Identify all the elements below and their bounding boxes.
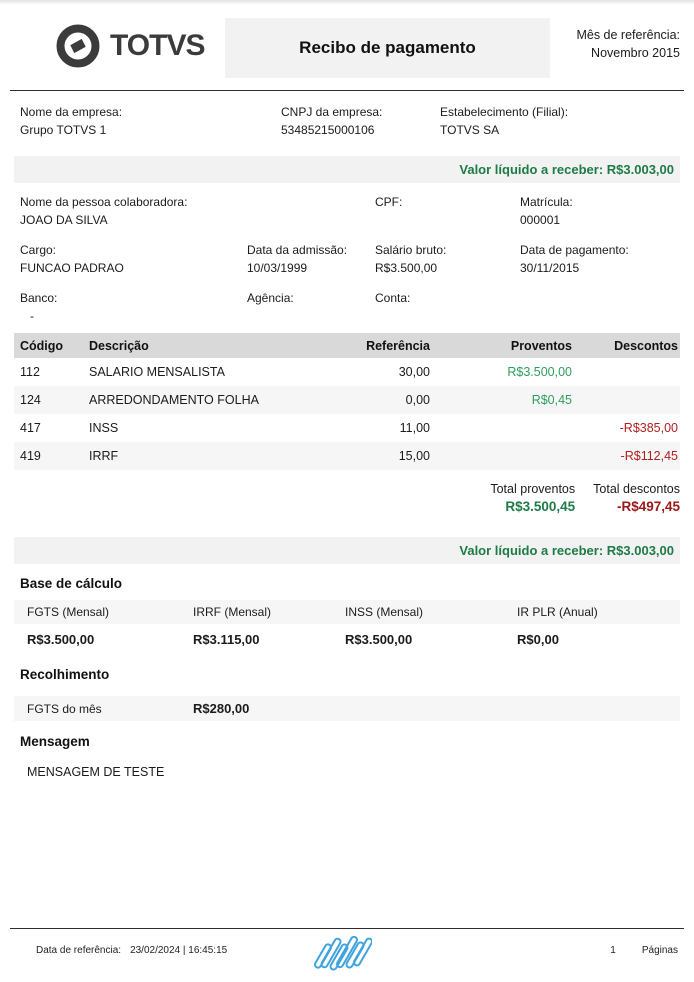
employee-bank-row — [0, 289, 694, 325]
footer-pages-label: Páginas — [641, 945, 678, 956]
receipt-title-box — [225, 18, 550, 78]
company-branch-label: Estabelecimento (Filial): — [440, 105, 569, 119]
total-deductions-label: Total descontos — [593, 482, 680, 496]
row-description: ARREDONDAMENTO FOLHA — [89, 393, 259, 407]
row-description: SALARIO MENSALISTA — [89, 365, 225, 379]
page-title: Recibo de pagamento — [299, 38, 476, 57]
calc-base-label: IRRF (Mensal) — [193, 605, 272, 619]
header-divider — [10, 90, 684, 91]
collection-row — [14, 696, 680, 721]
row-description: IRRF — [89, 449, 119, 463]
employee-registration-cell — [520, 193, 674, 229]
company-cnpj-cell — [281, 103, 440, 139]
row-reference: 15,00 — [398, 449, 430, 463]
company-branch-cell — [440, 103, 674, 139]
total-earnings-value: R$3.500,45 — [505, 499, 576, 514]
net-value-bar-top — [14, 156, 680, 183]
net-value-text: Valor líquido a receber: R$3.003,00 — [459, 162, 674, 177]
col-header-deductions: Descontos — [614, 338, 678, 353]
employee-name-label: Nome da pessoa colaboradora: — [20, 195, 188, 209]
company-name-cell — [20, 103, 281, 139]
calc-base-label: FGTS (Mensal) — [27, 605, 110, 619]
employee-gross-salary-value: R$3.500,00 — [375, 261, 438, 275]
calc-base-label: IR PLR (Anual) — [517, 605, 598, 619]
employee-identity-row — [0, 193, 694, 229]
totvs-slashes-icon — [314, 931, 372, 982]
employee-role-cell — [20, 241, 247, 277]
calc-base-values — [14, 632, 680, 647]
receipt-header — [0, 5, 694, 90]
net-value-text: Valor líquido a receber: R$3.003,00 — [459, 543, 674, 558]
row-code: 124 — [20, 393, 41, 407]
col-header-description: Descrição — [89, 338, 149, 353]
employee-gross-salary-label: Salário bruto: — [375, 243, 447, 257]
employee-bank-cell — [20, 289, 247, 325]
employee-agency-label: Agência: — [247, 291, 294, 305]
footer-reference-date — [36, 945, 227, 956]
calc-base-value: R$0,00 — [517, 632, 559, 647]
employee-admission-cell — [247, 241, 375, 277]
employee-gross-salary-cell — [375, 241, 520, 277]
totvs-logo — [55, 23, 204, 69]
footer-pagination — [610, 945, 678, 956]
footer-date-value: 23/02/2024 | 16:45:15 — [130, 945, 228, 956]
row-earnings: R$3.500,00 — [507, 365, 572, 379]
row-code: 417 — [20, 421, 41, 435]
row-reference: 11,00 — [399, 421, 430, 435]
total-deductions — [593, 480, 680, 516]
row-reference: 30,00 — [398, 365, 430, 379]
company-info — [0, 103, 694, 139]
reference-month-value: Novembro 2015 — [591, 46, 680, 60]
employee-name-value: JOAO DA SILVA — [20, 213, 108, 227]
employee-role-label: Cargo: — [20, 243, 57, 257]
calc-base-title: Base de cálculo — [20, 576, 123, 591]
employee-role-value: FUNCAO PADRAO — [20, 261, 124, 275]
employee-job-row — [0, 241, 694, 277]
table-row — [14, 386, 680, 414]
row-deductions: -R$385,00 — [619, 421, 678, 435]
row-deductions: -R$112,45 — [620, 449, 678, 463]
row-earnings: R$0,45 — [531, 393, 572, 407]
calc-base-value: R$3.500,00 — [27, 632, 95, 647]
row-code: 112 — [20, 365, 40, 379]
employee-cpf-cell — [375, 193, 520, 229]
total-deductions-value: -R$497,45 — [616, 499, 680, 514]
calc-base-value: R$3.115,00 — [193, 632, 260, 647]
table-row — [14, 414, 680, 442]
company-name-label: Nome da empresa: — [20, 105, 123, 119]
employee-agency-cell — [247, 289, 375, 325]
company-branch-value: TOTVS SA — [440, 123, 500, 137]
employee-bank-value: - — [30, 309, 34, 323]
collection-title: Recolhimento — [20, 667, 110, 682]
employee-cpf-label: CPF: — [375, 195, 403, 209]
totvs-logo-icon — [55, 23, 101, 69]
table-totals — [0, 480, 680, 516]
employee-bank-row-spacer — [520, 289, 674, 325]
footer-page-number: 1 — [610, 945, 616, 956]
col-header-earnings: Proventos — [510, 338, 572, 353]
footer-date-label: Data de referência: — [36, 945, 122, 956]
row-description: INSS — [89, 421, 119, 435]
receipt-footer — [0, 928, 694, 981]
reference-month-label: Mês de referência: — [576, 28, 680, 42]
employee-registration-label: Matrícula: — [520, 195, 573, 209]
net-value-bar-bottom — [14, 537, 680, 564]
col-header-reference: Referência — [366, 338, 430, 353]
calc-base-value: R$3.500,00 — [345, 632, 413, 647]
collection-item-value: R$280,00 — [193, 701, 250, 716]
message-text: MENSAGEM DE TESTE — [27, 765, 165, 779]
employee-admission-label: Data da admissão: — [247, 243, 348, 257]
employee-payment-date-value: 30/11/2015 — [520, 261, 580, 275]
employee-name-cell — [20, 193, 375, 229]
employee-bank-label: Banco: — [20, 291, 58, 305]
employee-registration-value: 000001 — [520, 213, 561, 227]
total-earnings — [490, 480, 575, 516]
totvs-logo-text: TOTVS — [110, 29, 205, 62]
company-name-value: Grupo TOTVS 1 — [20, 123, 107, 137]
employee-admission-value: 10/03/1999 — [247, 261, 308, 275]
employee-account-label: Conta: — [375, 291, 411, 305]
employee-payment-date-label: Data de pagamento: — [520, 243, 629, 257]
row-reference: 0,00 — [405, 393, 430, 407]
employee-payment-date-cell — [520, 241, 674, 277]
reference-month — [576, 26, 680, 62]
calc-base-labels — [14, 600, 680, 624]
col-header-code: Código — [20, 338, 64, 353]
company-cnpj-value: 53485215000106 — [281, 123, 375, 137]
company-cnpj-label: CNPJ da empresa: — [281, 105, 383, 119]
employee-account-cell — [375, 289, 520, 325]
table-row — [14, 442, 680, 470]
total-earnings-label: Total proventos — [490, 482, 576, 496]
row-code: 419 — [20, 449, 41, 463]
payments-table — [14, 333, 680, 470]
collection-item-label: FGTS do mês — [27, 701, 102, 716]
calc-base-label: INSS (Mensal) — [345, 605, 424, 619]
payments-table-header — [14, 333, 680, 358]
message-title: Mensagem — [20, 734, 90, 749]
table-row — [14, 358, 680, 386]
